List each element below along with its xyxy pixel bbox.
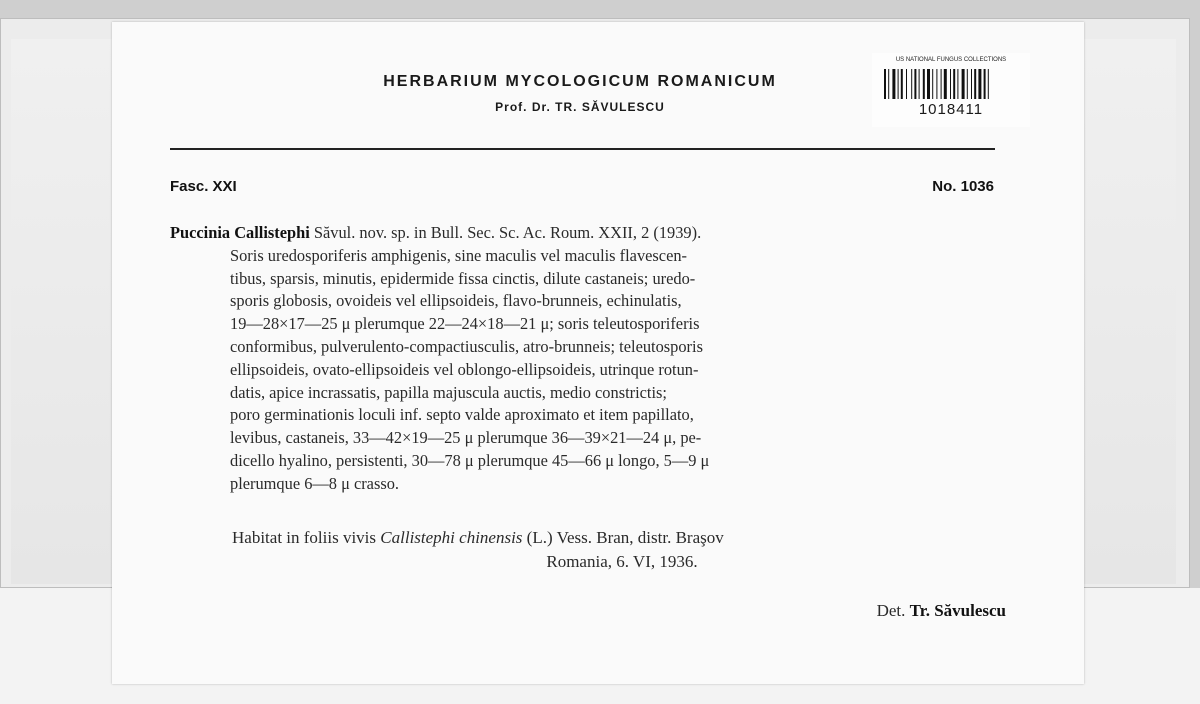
description-line: levibus, castaneis, 33—42×19—25 μ plerumque 36—39×21—24 μ, pe- xyxy=(230,428,702,448)
barcode-bar xyxy=(984,69,986,99)
description-line: conformibus, pulverulento-compactiusculis, atro-brunneis; teleutosporis xyxy=(230,336,703,356)
barcode-bar xyxy=(957,69,958,99)
barcode-bar xyxy=(919,69,920,99)
determiner-name: Tr. Săvulescu xyxy=(909,601,1006,620)
barcode-bar xyxy=(892,69,895,99)
species-line xyxy=(170,222,1010,245)
barcode-bar xyxy=(932,69,933,99)
barcode-sticker xyxy=(872,53,1030,127)
barcode-bar xyxy=(911,69,912,99)
habitat-prefix: Habitat in foliis vivis xyxy=(232,528,381,547)
barcode-bar xyxy=(974,69,976,99)
barcode-caption: US NATIONAL FUNGUS COLLECTIONS xyxy=(895,57,1007,63)
barcode-bar xyxy=(898,69,899,99)
barcode-bar xyxy=(967,69,968,99)
species-description xyxy=(170,222,1010,496)
barcode-bar xyxy=(884,69,886,99)
locality-date: Romania, 6. VI, 1936. xyxy=(546,552,698,571)
herbarium-subtitle: Prof. Dr. TR. SĂVULESCU xyxy=(495,100,665,114)
barcode-bar xyxy=(936,69,937,99)
species-authority: Săvul. nov. sp. in Bull. Sec. Sc. Ac. Roum. XXII, 2 (1939). xyxy=(309,223,702,242)
description-line: tibus, sparsis, minutis, epidermide fissa cinctis, dilute castaneis; uredo- xyxy=(230,268,696,288)
determiner-label: Det. xyxy=(876,601,906,620)
barcode-bar xyxy=(888,69,889,99)
description-line: datis, apice incrassatis, papilla majuscula auctis, medio constrictis; xyxy=(230,382,667,402)
specimen-number: No. 1036 xyxy=(932,178,994,195)
description-line: 19—28×17—25 μ plerumque 22—24×18—21 μ; soris teleutosporiferis xyxy=(230,314,700,334)
barcode-bar xyxy=(923,69,925,99)
description-line: ellipsoideis, ovato-ellipsoideis vel oblongo-ellipsoideis, utrinque rotun- xyxy=(230,359,699,379)
header-divider xyxy=(170,148,995,150)
herbarium-title: HERBARIUM MYCOLOGICUM ROMANICUM xyxy=(383,73,777,90)
determiner-line xyxy=(877,601,1006,621)
description-line: plerumque 6—8 μ crasso. xyxy=(230,473,400,493)
description-line: sporis globosis, ovoideis vel ellipsoideis, flavo-brunneis, echinulatis, xyxy=(230,291,682,311)
barcode-bar xyxy=(941,69,942,99)
barcode-bar xyxy=(914,69,916,99)
barcode-bar xyxy=(988,69,989,99)
description-line: dicello hyalino, persistenti, 30—78 μ plerumque 45—66 μ longo, 5—9 μ xyxy=(230,450,710,470)
species-name: Puccinia Callistephi xyxy=(170,223,310,242)
barcode-icon xyxy=(884,69,1018,99)
barcode-bar xyxy=(950,69,951,99)
barcode-bar xyxy=(953,69,955,99)
description-line: Soris uredosporiferis amphigenis, sine maculis vel maculis flavescen- xyxy=(230,245,688,265)
description-body xyxy=(170,245,1010,496)
habitat-block xyxy=(232,526,1012,574)
description-line: poro germinationis loculi inf. septo valde aproximato et item papillato, xyxy=(230,405,694,425)
barcode-bar xyxy=(971,69,972,99)
barcode-bar xyxy=(927,69,930,99)
barcode-number: 1018411 xyxy=(918,101,984,118)
barcode-bar xyxy=(962,69,965,99)
barcode-bar xyxy=(978,69,981,99)
habitat-suffix: (L.) Vess. Bran, distr. Braşov xyxy=(522,528,724,547)
barcode-bar xyxy=(901,69,903,99)
fascicle-label: Fasc. XXI xyxy=(170,178,237,195)
habitat-line xyxy=(232,526,1012,550)
host-name: Callistephi chinensis xyxy=(380,528,523,547)
barcode-bar xyxy=(944,69,947,99)
barcode-bar xyxy=(906,69,907,99)
